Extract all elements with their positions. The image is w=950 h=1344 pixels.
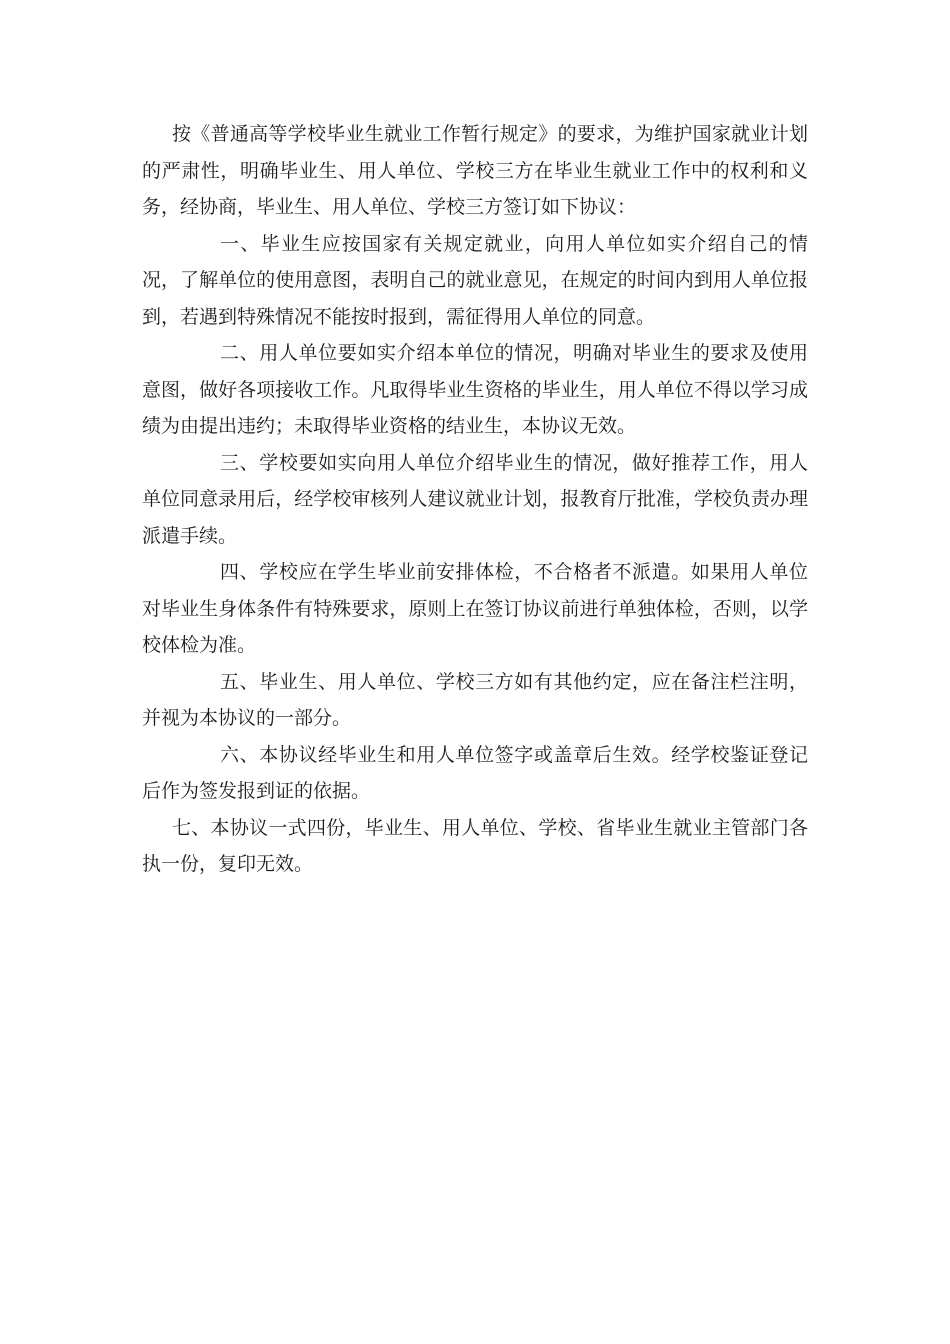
agreement-body xyxy=(142,116,808,883)
clause-3-paragraph: 三、学校要如实向用人单位介绍毕业生的情况，做好推荐工作，用人单位同意录用后，经学校审核列人建议就业计划，报教育厅批准，学校负责办理派遣手续。 xyxy=(142,451,808,547)
clause-2-paragraph: 二、用人单位要如实介绍本单位的情况，明确对毕业生的要求及使用意图，做好各项接收工作。凡取得毕业生资格的毕业生，用人单位不得以学习成绩为由提出违约；未取得毕业资格的结业生，本协议无效。 xyxy=(142,342,808,437)
clause-6-paragraph: 六、本协议经毕业生和用人单位签字或盖章后生效。经学校鉴证登记后作为签发报到证的依据。 xyxy=(142,743,808,802)
clause-7-paragraph: 七、本协议一式四份，毕业生、用人单位、学校、省毕业生就业主管部门各执一份，复印无效。 xyxy=(142,816,808,875)
clause-5-paragraph: 五、毕业生、用人单位、学校三方如有其他约定，应在备注栏注明，并视为本协议的一部分。 xyxy=(142,670,808,729)
intro-paragraph: 按《普通高等学校毕业生就业工作暂行规定》的要求，为维护国家就业计划的严肃性，明确毕业生、用人单位、学校三方在毕业生就业工作中的权利和义务，经协商，毕业生、用人单位、学校三方签订如下协议： xyxy=(142,123,808,218)
clause-4-paragraph: 四、学校应在学生毕业前安排体检，不合格者不派遣。如果用人单位对毕业生身体条件有特殊要求，原则上在签订协议前进行单独体检，否则，以学校体检为准。 xyxy=(142,561,808,656)
clause-1-paragraph: 一、毕业生应按国家有关规定就业，向用人单位如实介绍自己的情况，了解单位的使用意图，表明自己的就业意见，在规定的时间内到用人单位报到，若遇到特殊情况不能按时报到，需征得用人单位的同意。 xyxy=(142,232,808,328)
